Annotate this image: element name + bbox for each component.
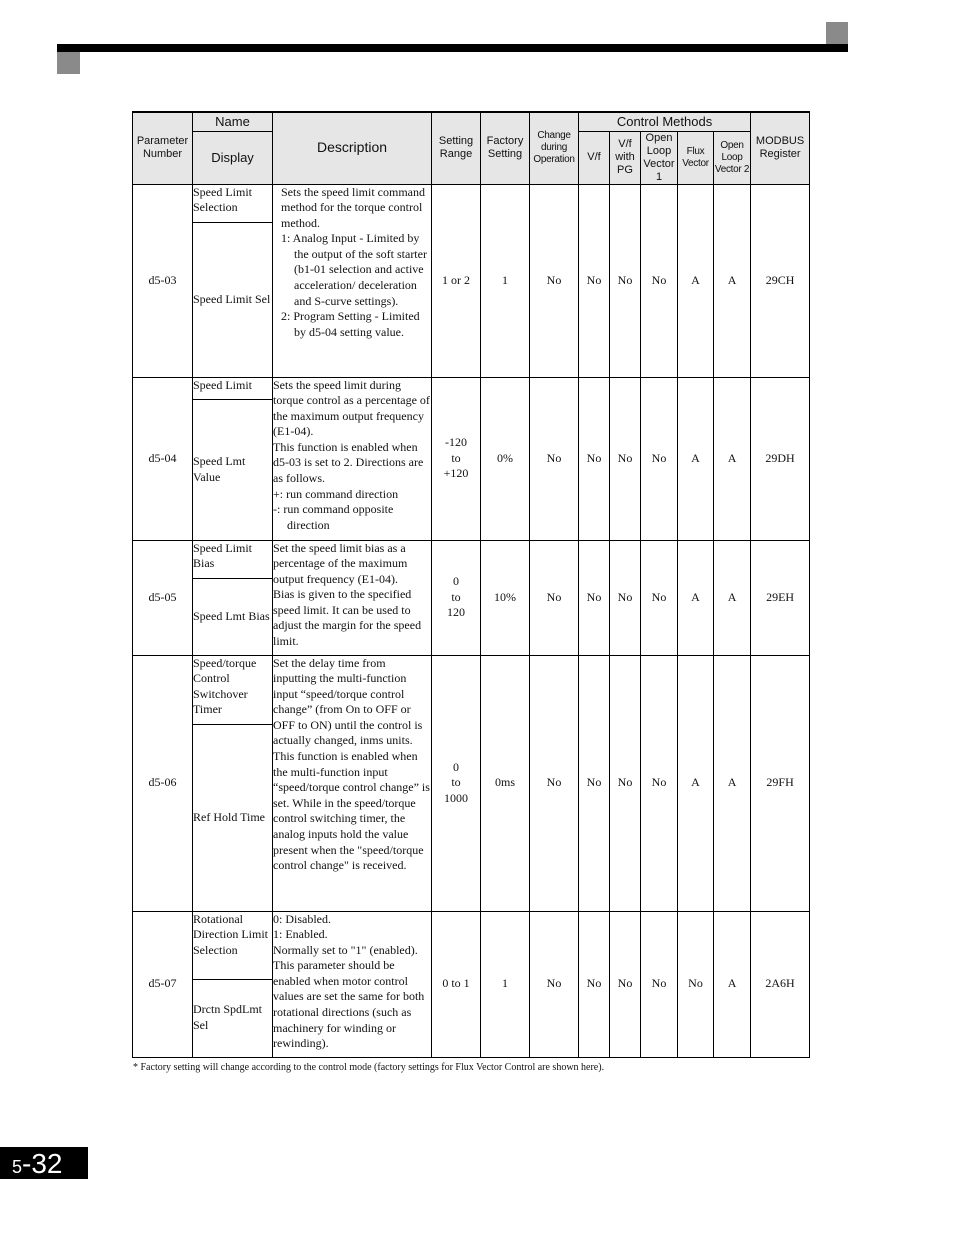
setting-range: -120 to +120 xyxy=(432,377,481,540)
control-vf: No xyxy=(579,911,610,1057)
param-description: 0: Disabled. 1: Enabled. Normally set to "1" (enabled). This parameter should be enabled when motor control values are set the same for both rotational directions (such as machinery for winding or rewinding). xyxy=(273,911,432,1057)
control-vf-pg: No xyxy=(610,377,641,540)
control-vf-pg: No xyxy=(610,655,641,911)
control-flux: A xyxy=(678,184,714,377)
header-display: Display xyxy=(193,131,273,184)
control-olv1: No xyxy=(641,655,678,911)
change-during-operation: No xyxy=(530,184,579,377)
param-display: Ref Hold Time xyxy=(193,724,273,911)
footnote: * Factory setting will change according to the control mode (factory settings for Flux Vector Control are shown here). xyxy=(133,1062,605,1073)
header-vf-with-pg: V/f with PG xyxy=(610,131,641,184)
param-description: Set the delay time from inputting the multi-function input “speed/torque control change” (from On to OFF or OFF to ON) until the control is actually changed, inms units. This function is enabled when the multi-function input “speed/torque control change” is set. While in the speed/torque control switching timer, the analog inputs hold the value present when the "speed/torque control change" is received. xyxy=(273,655,432,911)
control-flux: A xyxy=(678,377,714,540)
table-row xyxy=(133,184,810,222)
parameter-table xyxy=(132,111,810,1058)
control-vf-pg: No xyxy=(610,184,641,377)
setting-range: 1 or 2 xyxy=(432,184,481,377)
param-display: Speed Lmt Value xyxy=(193,399,273,540)
param-display: Drctn SpdLmt Sel xyxy=(193,979,273,1057)
setting-range: 0 to 1 xyxy=(432,911,481,1057)
factory-setting: 0% xyxy=(481,377,530,540)
factory-setting: 1 xyxy=(481,184,530,377)
change-during-operation: No xyxy=(530,911,579,1057)
header-modbus-register: MODBUS Register xyxy=(751,112,810,184)
param-number: d5-05 xyxy=(133,540,193,655)
control-vf: No xyxy=(579,540,610,655)
control-flux: A xyxy=(678,655,714,911)
param-name: Speed Limit xyxy=(193,377,273,399)
header-flux-vector: Flux Vector xyxy=(678,131,714,184)
factory-setting: 0ms xyxy=(481,655,530,911)
table-row xyxy=(133,540,810,578)
control-olv2: A xyxy=(714,540,751,655)
table-row xyxy=(133,655,810,724)
factory-setting: 10% xyxy=(481,540,530,655)
control-olv2: A xyxy=(714,911,751,1057)
control-olv1: No xyxy=(641,911,678,1057)
header-parameter-number: Parameter Number xyxy=(133,112,193,184)
modbus-register: 29DH xyxy=(751,377,810,540)
param-description: Sets the speed limit command method for the torque control method. 1: Analog Input - Limited by the output of the soft starter (b1-01 selection and active acceleration/ deceleration and S-curve settings). 2: Program Setting - Limited by d5-04 setting value. xyxy=(273,184,432,377)
control-vf-pg: No xyxy=(610,911,641,1057)
setting-range: 0 to 1000 xyxy=(432,655,481,911)
control-olv1: No xyxy=(641,184,678,377)
header-marker-left xyxy=(57,52,80,74)
param-number: d5-03 xyxy=(133,184,193,377)
control-olv2: A xyxy=(714,655,751,911)
header-factory-setting: Factory Setting xyxy=(481,112,530,184)
param-display: Speed Lmt Bias xyxy=(193,578,273,655)
header-marker-right xyxy=(826,22,848,44)
header-open-loop-vector-1: Open Loop Vector 1 xyxy=(641,131,678,184)
control-olv1: No xyxy=(641,540,678,655)
control-olv2: A xyxy=(714,184,751,377)
table-row xyxy=(133,911,810,979)
modbus-register: 29CH xyxy=(751,184,810,377)
control-vf: No xyxy=(579,655,610,911)
header-change-during-operation: Change during Operation xyxy=(530,112,579,184)
header-control-methods: Control Methods xyxy=(579,112,751,131)
page-index: -32 xyxy=(22,1148,63,1179)
modbus-register: 29FH xyxy=(751,655,810,911)
change-during-operation: No xyxy=(530,655,579,911)
header-name: Name xyxy=(193,112,273,131)
table-row xyxy=(133,377,810,399)
param-name: Speed Limit Bias xyxy=(193,540,273,578)
header-setting-range: Setting Range xyxy=(432,112,481,184)
control-vf: No xyxy=(579,377,610,540)
control-vf: No xyxy=(579,184,610,377)
param-name: Speed/torque Control Switchover Timer xyxy=(193,655,273,724)
header-vf: V/f xyxy=(579,131,610,184)
header-description: Description xyxy=(273,112,432,184)
page-number xyxy=(0,1147,88,1179)
param-name: Rotational Direction Limit Selection xyxy=(193,911,273,979)
control-flux: A xyxy=(678,540,714,655)
param-number: d5-04 xyxy=(133,377,193,540)
control-olv2: A xyxy=(714,377,751,540)
param-description: Sets the speed limit during torque control as a percentage of the maximum output frequency (E1-04). This function is enabled when d5-03 is set to 2. Directions are as follows. +: run command direction -: run command opposite direction xyxy=(273,377,432,540)
param-name: Speed Limit Selection xyxy=(193,184,273,222)
modbus-register: 2A6H xyxy=(751,911,810,1057)
control-vf-pg: No xyxy=(610,540,641,655)
control-flux: No xyxy=(678,911,714,1057)
setting-range: 0 to 120 xyxy=(432,540,481,655)
param-description: Set the speed limit bias as a percentage of the maximum output frequency (E1-04). Bias is given to the specified speed limit. It can be used to adjust the margin for the speed limit. xyxy=(273,540,432,655)
factory-setting: 1 xyxy=(481,911,530,1057)
header-rule xyxy=(57,44,848,52)
param-number: d5-07 xyxy=(133,911,193,1057)
page-section: 5 xyxy=(12,1157,23,1177)
change-during-operation: No xyxy=(530,377,579,540)
param-display: Speed Limit Sel xyxy=(193,222,273,377)
header-open-loop-vector-2: Open Loop Vector 2 xyxy=(714,131,751,184)
change-during-operation: No xyxy=(530,540,579,655)
param-number: d5-06 xyxy=(133,655,193,911)
control-olv1: No xyxy=(641,377,678,540)
modbus-register: 29EH xyxy=(751,540,810,655)
